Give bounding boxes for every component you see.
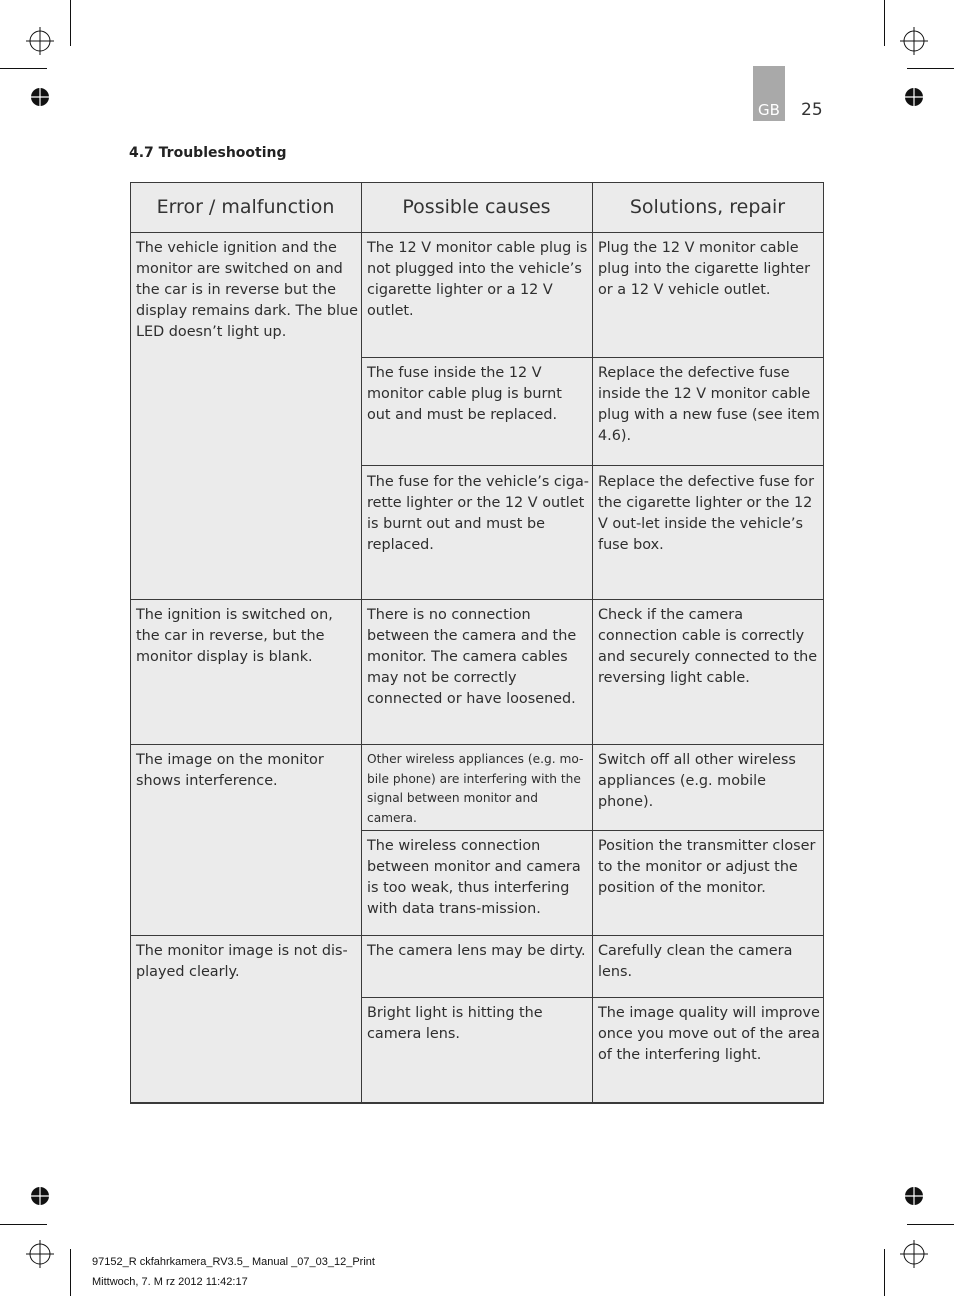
registration-mark-icon xyxy=(900,1240,928,1268)
column-header-error: Error / malfunction xyxy=(156,196,335,218)
cause-cell: There is no connection between the camera and the monitor. The camera cables may not be correctly connected or have loosened. xyxy=(367,607,577,707)
table-border-top xyxy=(130,182,824,183)
row-divider xyxy=(361,465,824,466)
solution-cell: Plug the 12 V monitor cable plug into the cigarette lighter or a 12 V vehicle outlet. xyxy=(598,240,810,298)
cause-cell: The wireless connection between monitor and camera is too weak, thus interfering with data trans-mission. xyxy=(367,838,581,917)
solution-cell: Check if the camera connection cable is correctly and securely connected to the reversing light cable. xyxy=(598,607,818,686)
table-border-bottom xyxy=(130,1102,824,1104)
cause-cell: The fuse for the vehicle’s ciga-rette lighter or the 12 V outlet is burnt out and must be replaced. xyxy=(367,474,589,553)
solution-cell: The image quality will improve once you move out of the area of the interfering light. xyxy=(598,1005,820,1063)
page-number: 25 xyxy=(801,100,823,120)
section-title: 4.7 Troubleshooting xyxy=(129,145,287,161)
registration-dot-icon xyxy=(30,87,50,107)
cause-cell: The fuse inside the 12 V monitor cable plug is burnt out and must be replaced. xyxy=(367,365,562,423)
solution-cell: Replace the defective fuse for the cigarette lighter or the 12 V out-let inside the vehicle’s fuse box. xyxy=(598,474,814,553)
crop-mark xyxy=(907,1224,954,1225)
registration-dot-icon xyxy=(904,1186,924,1206)
table-border-right xyxy=(823,182,824,1103)
print-slug-line-1: 97152_R ckfahrkamera_RV3.5_ Manual _07_03_12_Print xyxy=(92,1256,375,1268)
crop-mark xyxy=(884,0,885,46)
solution-cell: Switch off all other wireless appliances (e.g. mobile phone). xyxy=(598,752,796,810)
print-slug-line-2: Mittwoch, 7. M rz 2012 11:42:17 xyxy=(92,1276,248,1288)
error-cell: The ignition is switched on, the car in reverse, but the monitor display is blank. xyxy=(136,607,333,665)
crop-mark xyxy=(70,0,71,46)
solution-cell: Carefully clean the camera lens. xyxy=(598,943,793,980)
column-header-causes: Possible causes xyxy=(402,196,551,218)
registration-mark-icon xyxy=(900,27,928,55)
crop-mark xyxy=(70,1249,71,1296)
error-cell: The monitor image is not dis-played clearly. xyxy=(136,943,348,980)
row-divider xyxy=(361,357,824,358)
registration-mark-icon xyxy=(26,27,54,55)
row-divider xyxy=(130,599,824,600)
row-divider xyxy=(130,232,824,233)
cause-cell: Bright light is hitting the camera lens. xyxy=(367,1005,543,1042)
crop-mark xyxy=(884,1249,885,1296)
row-divider xyxy=(361,830,824,831)
row-divider xyxy=(130,935,824,936)
error-cell: The image on the monitor shows interference. xyxy=(136,752,324,789)
crop-mark xyxy=(907,68,954,69)
registration-dot-icon xyxy=(30,1186,50,1206)
crop-mark xyxy=(0,68,47,69)
column-header-solutions: Solutions, repair xyxy=(629,196,786,218)
cause-cell: The 12 V monitor cable plug is not plugged into the vehicle’s cigarette lighter or a 12 V outlet. xyxy=(367,240,588,319)
cause-cell: The camera lens may be dirty. xyxy=(367,943,586,959)
error-cell: The vehicle ignition and the monitor are switched on and the car is in reverse but the display remains dark. The blue LED doesn’t light up. xyxy=(136,240,358,340)
registration-mark-icon xyxy=(26,1240,54,1268)
row-divider xyxy=(361,997,824,998)
crop-mark xyxy=(0,1224,47,1225)
cause-cell: Other wireless appliances (e.g. mo-bile phone) are interfering with the signal between monitor and camera. xyxy=(367,752,584,825)
solution-cell: Replace the defective fuse inside the 12 V monitor cable plug with a new fuse (see item 4.6). xyxy=(598,365,820,444)
registration-dot-icon xyxy=(904,87,924,107)
language-tab-label: GB xyxy=(758,101,780,119)
solution-cell: Position the transmitter closer to the monitor or adjust the position of the monitor. xyxy=(598,838,816,896)
row-divider xyxy=(130,744,824,745)
